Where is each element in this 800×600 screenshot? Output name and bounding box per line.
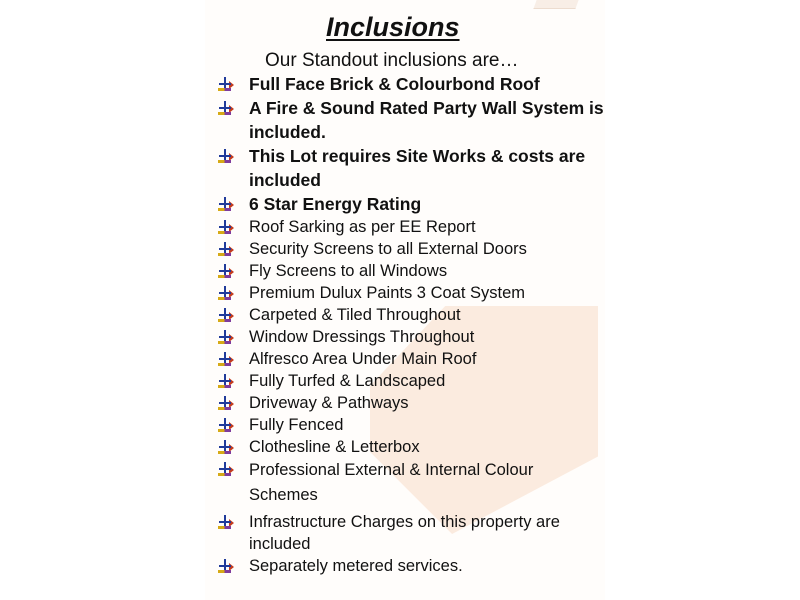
list-item [216, 216, 606, 238]
bullet-arrow-icon [216, 440, 234, 454]
bullet-arrow-icon [216, 308, 234, 322]
bullet-arrow-icon [216, 264, 234, 278]
list-item [216, 96, 606, 144]
bullet-arrow-icon [216, 149, 234, 163]
list-item [216, 414, 606, 436]
intro-text: Our Standout inclusions are… [265, 50, 519, 71]
bullet-arrow-icon [216, 396, 234, 410]
list-item-text: A Fire & Sound Rated Party Wall System is included. [249, 98, 604, 142]
list-item-text: Professional External & Internal Colour Schemes [249, 461, 534, 504]
bullet-arrow-icon [216, 330, 234, 344]
bullet-arrow-icon [216, 101, 234, 115]
list-item-text: Full Face Brick & Colourbond Roof [249, 74, 540, 94]
list-item-text: Roof Sarking as per EE Report [249, 218, 476, 236]
page-title: Inclusions [326, 12, 460, 42]
bullet-arrow-icon [216, 515, 234, 529]
corner-decoration [533, 0, 578, 9]
bullet-arrow-icon [216, 418, 234, 432]
list-item [216, 304, 606, 326]
bullet-arrow-icon [216, 352, 234, 366]
list-item [216, 238, 606, 260]
list-item [216, 326, 606, 348]
list-item [216, 458, 606, 508]
bullet-arrow-icon [216, 242, 234, 256]
bullet-arrow-icon [216, 374, 234, 388]
inclusions-list [216, 72, 606, 577]
list-item-text: Alfresco Area Under Main Roof [249, 350, 477, 368]
list-item-text: Clothesline & Letterbox [249, 438, 420, 456]
list-item-text: Fly Screens to all Windows [249, 262, 448, 280]
list-item-text: Separately metered services. [249, 557, 463, 575]
list-item-text: Fully Turfed & Landscaped [249, 372, 446, 390]
list-item [216, 348, 606, 370]
bullet-arrow-icon [216, 286, 234, 300]
list-item-text: Driveway & Pathways [249, 394, 409, 412]
list-item-text: Carpeted & Tiled Throughout [249, 306, 461, 324]
bullet-arrow-icon [216, 559, 234, 573]
list-item [216, 555, 606, 577]
list-item [216, 392, 606, 414]
list-item-text: This Lot requires Site Works & costs are included [249, 146, 586, 190]
list-item [216, 144, 606, 192]
list-item-text: Premium Dulux Paints 3 Coat System [249, 284, 526, 302]
list-item [216, 260, 606, 282]
list-item-text: Window Dressings Throughout [249, 328, 475, 346]
list-item [216, 370, 606, 392]
list-item-text: Security Screens to all External Doors [249, 240, 527, 258]
list-item-text: 6 Star Energy Rating [249, 194, 422, 214]
list-item [216, 282, 606, 304]
list-item [216, 511, 606, 555]
bullet-arrow-icon [216, 197, 234, 211]
list-item-text: Fully Fenced [249, 416, 344, 434]
bullet-arrow-icon [216, 220, 234, 234]
list-item [216, 192, 606, 216]
bullet-arrow-icon [216, 462, 234, 476]
list-item-text: Infrastructure Charges on this property are included [249, 513, 560, 553]
bullet-arrow-icon [216, 77, 234, 91]
list-item [216, 436, 606, 458]
list-item [216, 72, 606, 96]
